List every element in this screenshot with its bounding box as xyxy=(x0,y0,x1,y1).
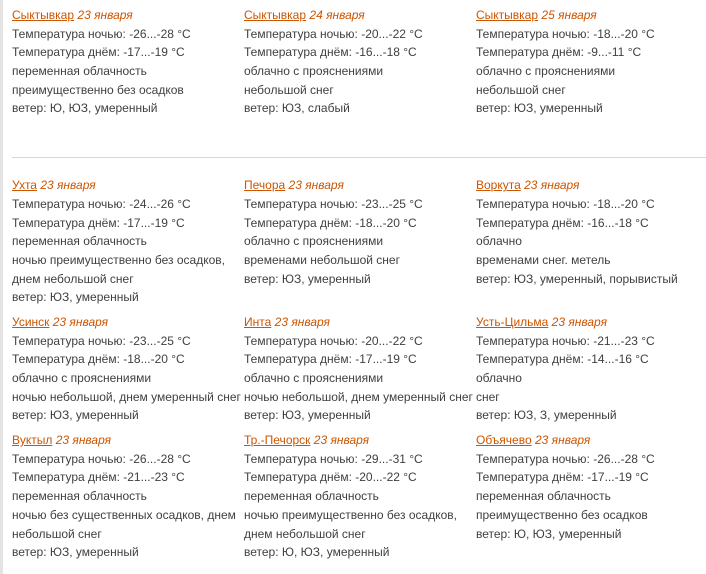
precipitation: ночью небольшой, днем умеренный снег xyxy=(12,389,241,404)
night-temperature: Температура ночью: -20...-22 °C xyxy=(244,333,423,348)
card-header xyxy=(244,6,476,25)
precipitation: ночью преимущественно без осадков, xyxy=(244,507,457,522)
night-temperature: Температура ночью: -21...-23 °C xyxy=(476,333,655,348)
precipitation: днем небольшой снег xyxy=(12,271,134,286)
wind: ветер: ЮЗ, умеренный xyxy=(12,545,139,560)
precipitation: ночью без существенных осадков, днем xyxy=(12,507,236,522)
precipitation: небольшой снег xyxy=(12,526,102,541)
forecast-date: 23 января xyxy=(40,178,96,193)
forecast-card xyxy=(12,307,244,425)
forecast-date: 23 января xyxy=(52,314,109,329)
city-link[interactable]: Сыктывкар xyxy=(12,8,75,22)
forecast-row xyxy=(12,307,706,425)
day-temperature: Температура днём: -17...-19 °C xyxy=(476,470,649,485)
wind: ветер: ЮЗ, умеренный xyxy=(244,271,371,286)
forecast-date: 25 января xyxy=(541,8,597,22)
day-temperature: Температура днём: -16...-18 °C xyxy=(476,215,649,230)
card-header xyxy=(12,176,244,195)
wind: ветер: ЮЗ, З, умеренный xyxy=(476,408,617,423)
city-link[interactable]: Воркута xyxy=(476,178,521,193)
city-link[interactable]: Усть-Цильма xyxy=(476,314,549,329)
cloudiness: переменная облачность xyxy=(12,64,147,79)
precipitation: ночью преимущественно без осадков, xyxy=(12,252,225,267)
forecast-date: 23 января xyxy=(313,433,370,448)
precipitation: днем небольшой снег xyxy=(244,526,366,541)
night-temperature: Температура ночью: -26...-28 °C xyxy=(476,451,655,466)
forecast-date: 23 января xyxy=(55,433,112,448)
forecast-card xyxy=(476,0,706,118)
card-header xyxy=(476,6,706,25)
wind: ветер: ЮЗ, слабый xyxy=(244,101,350,116)
day-temperature: Температура днём: -16...-18 °C xyxy=(244,45,417,60)
precipitation: ночью небольшой, днем умеренный снег xyxy=(244,389,473,404)
day-temperature: Температура днём: -18...-20 °C xyxy=(244,215,417,230)
night-temperature: Температура ночью: -24...-26 °C xyxy=(12,196,191,211)
forecast-card xyxy=(244,0,476,118)
card-header xyxy=(244,431,476,450)
card-header xyxy=(476,313,706,332)
card-header xyxy=(476,431,706,450)
forecast-row xyxy=(12,170,706,307)
wind: ветер: Ю, ЮЗ, умеренный xyxy=(12,101,158,116)
cloudiness: переменная облачность xyxy=(12,234,147,249)
precipitation: небольшой снег xyxy=(476,82,566,97)
forecast-card xyxy=(476,425,706,562)
day-temperature: Температура днём: -17...-19 °C xyxy=(12,215,185,230)
day-temperature: Температура днём: -18...-20 °C xyxy=(12,352,185,367)
wind: ветер: Ю, ЮЗ, умеренный xyxy=(244,545,390,560)
cloudiness: переменная облачность xyxy=(244,489,379,504)
forecast-card xyxy=(476,307,706,425)
night-temperature: Температура ночью: -23...-25 °C xyxy=(244,196,423,211)
cloudiness: переменная облачность xyxy=(12,489,147,504)
precipitation: преимущественно без осадков xyxy=(12,82,184,97)
precipitation: небольшой снег xyxy=(244,82,334,97)
forecast-card xyxy=(476,170,706,307)
city-link[interactable]: Усинск xyxy=(12,314,50,329)
forecast-date: 23 января xyxy=(535,433,591,448)
day-temperature: Температура днём: -9...-11 °C xyxy=(476,45,642,60)
card-header xyxy=(12,313,244,332)
night-temperature: Температура ночью: -26...-28 °C xyxy=(12,26,191,41)
forecast-date: 23 января xyxy=(288,178,344,193)
day-temperature: Температура днём: -20...-22 °C xyxy=(244,470,417,485)
city-link[interactable]: Тр.-Печорск xyxy=(244,433,311,448)
wind: ветер: ЮЗ, умеренный xyxy=(244,408,371,423)
precipitation: преимущественно без осадков xyxy=(476,507,648,522)
precipitation: снег xyxy=(476,389,500,404)
cloudiness: облачно с прояснениями xyxy=(244,234,384,249)
night-temperature: Температура ночью: -20...-22 °C xyxy=(244,26,423,41)
day-temperature: Температура днём: -14...-16 °C xyxy=(476,352,649,367)
card-header xyxy=(476,176,706,195)
precipitation: временами снег. метель xyxy=(476,252,611,267)
cloudiness: переменная облачность xyxy=(476,489,611,504)
forecast-row xyxy=(12,0,706,118)
city-link[interactable]: Печора xyxy=(244,178,286,193)
night-temperature: Температура ночью: -18...-20 °C xyxy=(476,26,655,41)
night-temperature: Температура ночью: -23...-25 °C xyxy=(12,333,191,348)
city-link[interactable]: Инта xyxy=(244,314,272,329)
forecast-card xyxy=(244,307,476,425)
card-header xyxy=(12,431,244,450)
day-temperature: Температура днём: -17...-19 °C xyxy=(244,352,417,367)
city-link[interactable]: Вуктыл xyxy=(12,433,53,448)
day-temperature: Температура днём: -17...-19 °C xyxy=(12,45,185,60)
wind: ветер: ЮЗ, умеренный xyxy=(12,408,139,423)
city-link[interactable]: Сыктывкар xyxy=(476,8,539,22)
forecast-card xyxy=(244,170,476,307)
card-header xyxy=(12,6,244,25)
card-header xyxy=(244,313,476,332)
night-temperature: Температура ночью: -26...-28 °C xyxy=(12,451,191,466)
wind: ветер: ЮЗ, умеренный, порывистый xyxy=(476,271,678,286)
forecast-grid xyxy=(12,0,706,562)
wind: ветер: Ю, ЮЗ, умеренный xyxy=(476,526,622,541)
precipitation: временами небольшой снег xyxy=(244,252,400,267)
forecast-card xyxy=(12,170,244,307)
cloudiness: облачно с прояснениями xyxy=(244,371,384,385)
forecast-card xyxy=(244,425,476,562)
card-header xyxy=(244,176,476,195)
forecast-date: 23 января xyxy=(274,314,330,329)
forecast-date: 23 января xyxy=(524,178,580,193)
cloudiness: облачно с прояснениями xyxy=(12,371,152,385)
forecast-date: 23 января xyxy=(551,314,607,329)
forecast-card xyxy=(12,0,244,118)
city-link[interactable]: Сыктывкар xyxy=(244,8,307,22)
day-temperature: Температура днём: -21...-23 °C xyxy=(12,470,185,485)
forecast-date: 24 января xyxy=(309,8,365,22)
cloudiness: облачно с прояснениями xyxy=(244,64,384,79)
cloudiness: облачно xyxy=(476,371,522,385)
night-temperature: Температура ночью: -29...-31 °C xyxy=(244,451,423,466)
cloudiness: облачно xyxy=(476,234,522,249)
forecast-card xyxy=(12,425,244,562)
cloudiness: облачно с прояснениями xyxy=(476,64,616,79)
city-link[interactable]: Объячево xyxy=(476,433,532,448)
page-left-border xyxy=(0,0,3,574)
city-link[interactable]: Ухта xyxy=(12,178,37,193)
night-temperature: Температура ночью: -18...-20 °C xyxy=(476,196,655,211)
wind: ветер: ЮЗ, умеренный xyxy=(12,290,139,305)
wind: ветер: ЮЗ, умеренный xyxy=(476,101,603,116)
forecast-date: 23 января xyxy=(77,8,133,22)
forecast-row xyxy=(12,425,706,562)
